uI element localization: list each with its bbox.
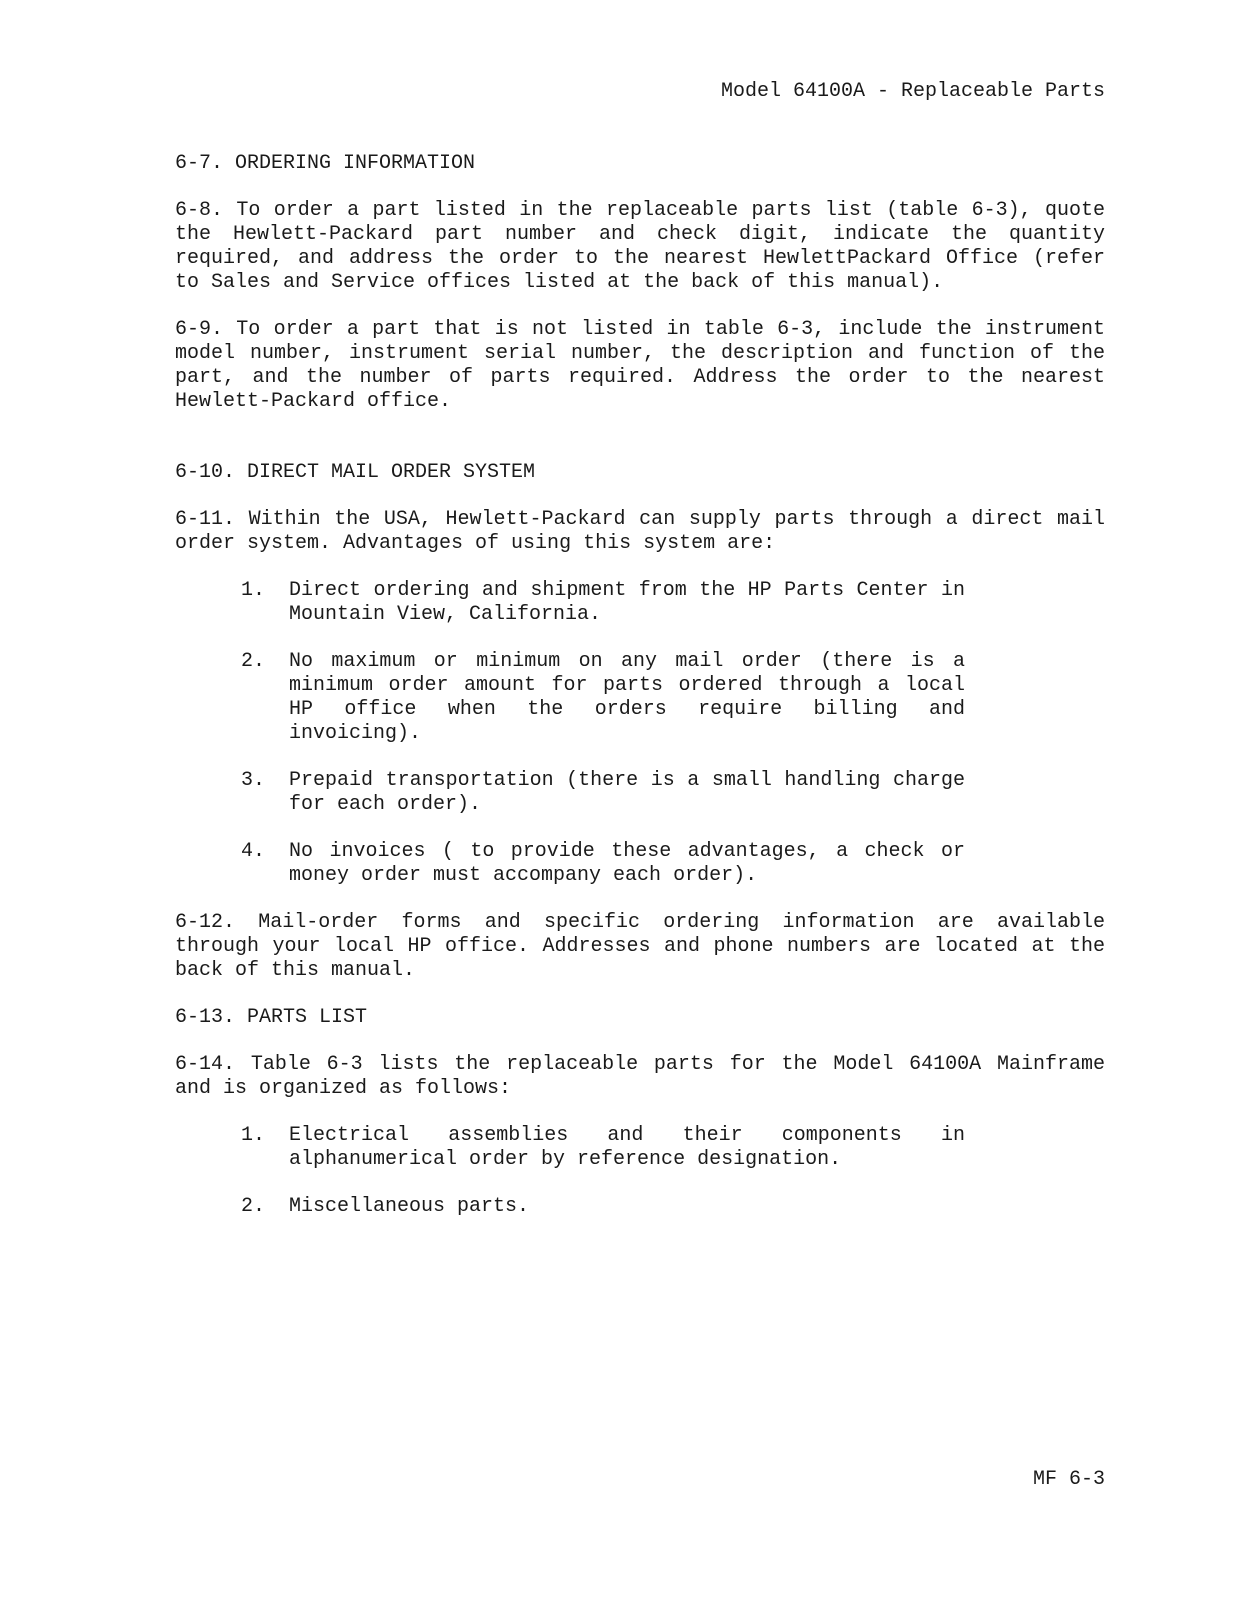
list-item [175,650,965,746]
list-item-text: Miscellaneous parts. [289,1195,530,1218]
list-item-number: 3. [241,769,266,792]
list-item-text: No invoices ( to provide these advantages, a check or money order must accompany each order). [289,840,965,887]
running-header: Model 64100A - Replaceable Parts [720,80,1105,103]
section-heading-ordering-information: 6-7. ORDERING INFORMATION [175,152,476,175]
list-item [175,769,965,817]
list-item [175,840,965,888]
paragraph-6-12: 6-12. Mail-order forms and specific ordering information are available through your local HP office. Addresses and phone numbers are located at the back of this manual. [175,911,1105,982]
list-item-number: 4. [241,840,266,863]
list-item-number: 2. [241,1195,266,1218]
paragraph-6-14: 6-14. Table 6-3 lists the replaceable parts for the Model 64100A Mainframe and is organized as follows: [175,1053,1105,1100]
list-item-text: Electrical assemblies and their components in alphanumerical order by reference designation. [289,1124,965,1171]
list-item-text: Prepaid transportation (there is a small handling charge for each order). [289,769,965,816]
list-item-number: 2. [241,650,266,673]
list-item [175,1195,965,1219]
advantages-list [175,579,965,888]
list-item-number: 1. [241,1124,266,1147]
paragraph-6-9: 6-9. To order a part that is not listed in table 6-3, include the instrument model number, instrument serial number, the description and function of the part, and the number of parts required. Address the order to the nearest Hewlett-Packard office. [175,318,1105,413]
paragraph-6-8: 6-8. To order a part listed in the replaceable parts list (table 6-3), quote the Hewlett-Packard part number and check digit, indicate the quantity required, and address the order to the nearest HewlettPackard Office (refer to Sales and Service offices listed at the back of this manual). [175,199,1105,294]
section-heading-parts-list: 6-13. PARTS LIST [175,1006,368,1029]
list-item-number: 1. [241,579,266,602]
section-heading-direct-mail-order-system: 6-10. DIRECT MAIL ORDER SYSTEM [175,461,536,484]
page-body [175,152,1105,1242]
list-item-text: Direct ordering and shipment from the HP Parts Center in Mountain View, California. [289,579,965,626]
section-spacer [175,437,1105,461]
parts-organization-list [175,1124,965,1219]
list-item [175,1124,965,1172]
list-item-text: No maximum or minimum on any mail order (there is a minimum order amount for parts ordered through a local HP office when the orders require billing and invoicing). [289,650,965,745]
page-number: MF 6-3 [1032,1468,1105,1491]
list-item [175,579,965,627]
paragraph-6-11: 6-11. Within the USA, Hewlett-Packard can supply parts through a direct mail order system. Advantages of using this system are: [175,508,1105,555]
